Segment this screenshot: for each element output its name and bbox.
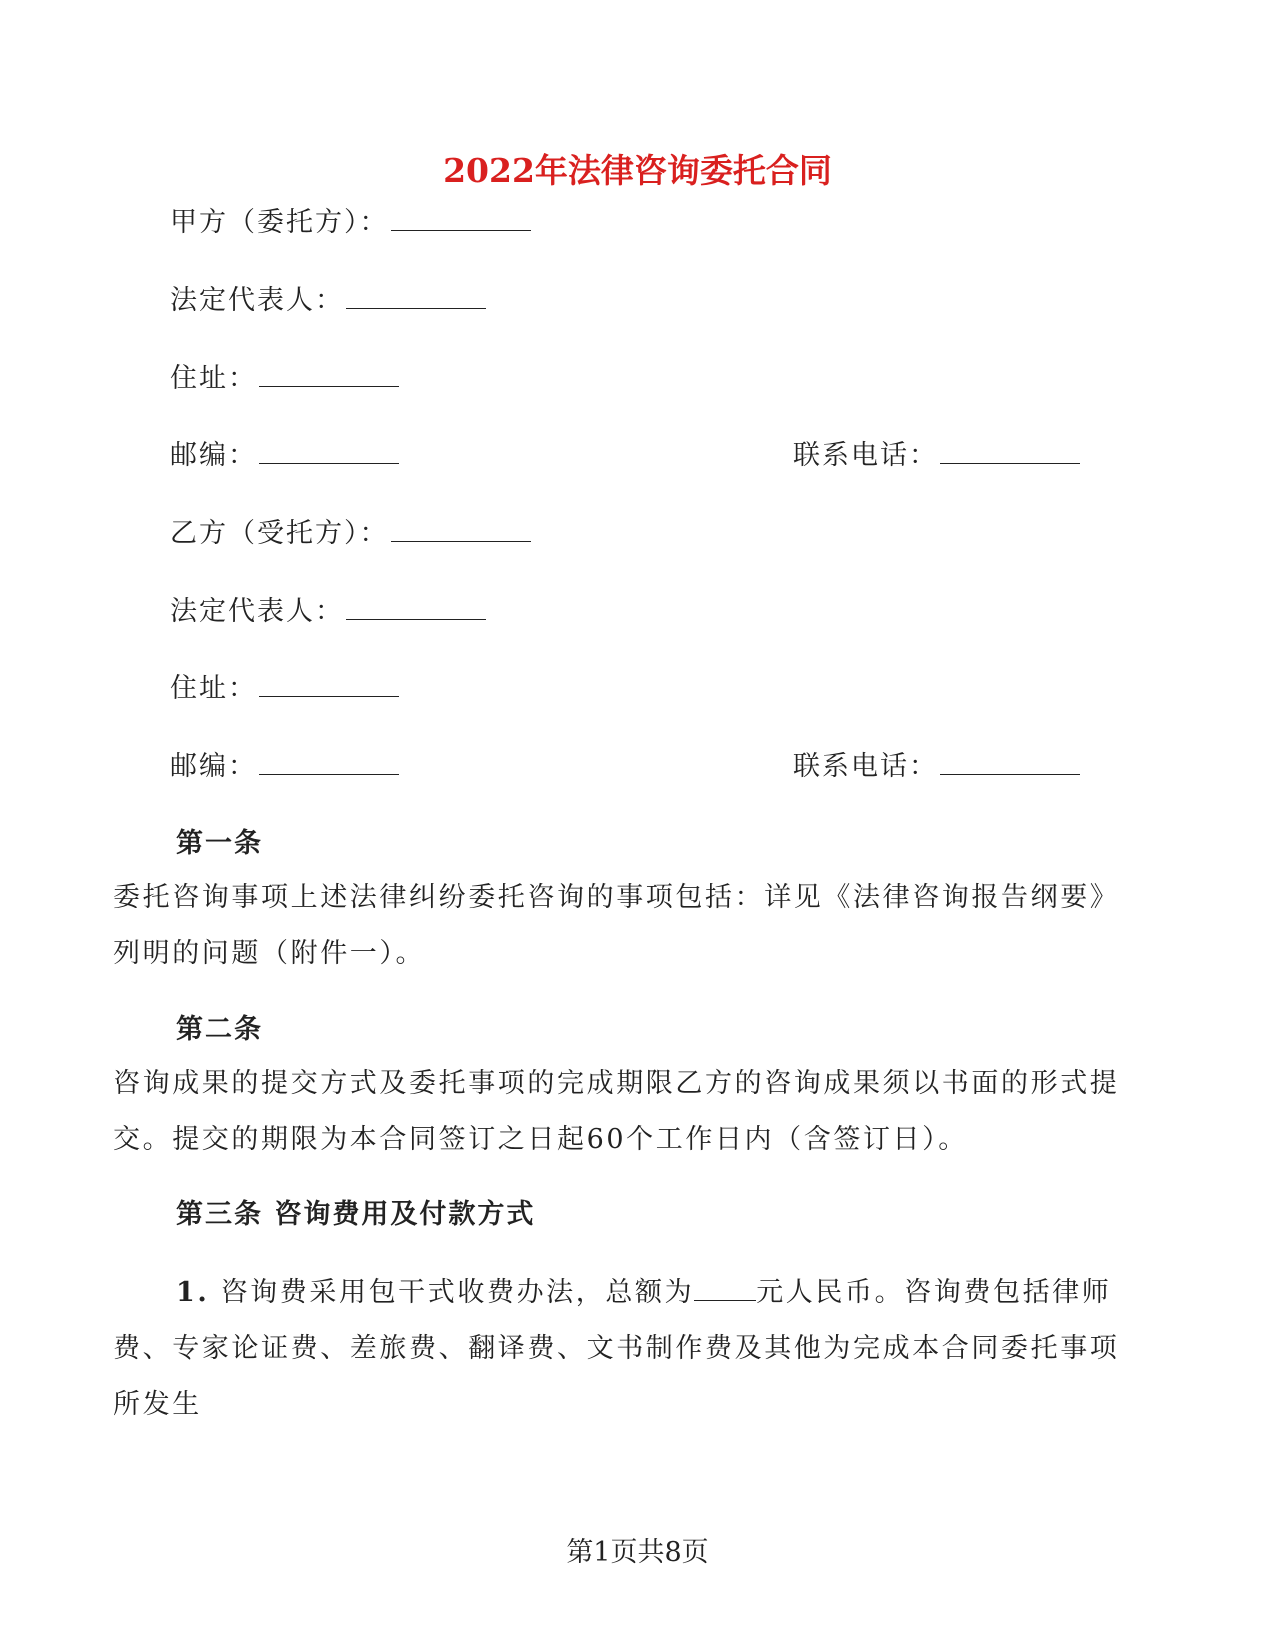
party-a-phone-label: 联系电话：	[793, 440, 938, 471]
party-b-address-label: 住址：	[170, 673, 257, 704]
party-a-address-label: 住址：	[170, 363, 257, 394]
party-b-rep-field	[170, 592, 486, 632]
party-b-label: 乙方（受托方）：	[170, 518, 389, 549]
party-a-phone-blank	[940, 437, 1080, 464]
party-b-phone-field	[793, 747, 1080, 787]
article-3-item-text-after: 元人民币。咨询费包括律师费、专家论证费、差旅费、翻译费、文书制作费及其他为完成本合同委托事项所发生	[113, 1277, 1120, 1420]
article-1-text: 委托咨询事项上述法律纠纷委托咨询的事项包括：详见《法律咨询报告纲要》列明的问题（附件一）。	[113, 882, 1120, 969]
party-a-label: 甲方（委托方）：	[170, 207, 389, 238]
party-b-postcode-blank	[259, 748, 399, 775]
party-a-phone-field	[793, 436, 1080, 476]
party-a-blank	[391, 204, 531, 231]
article-1-heading: 第一条	[176, 828, 263, 859]
party-a-postcode-blank	[259, 437, 399, 464]
party-b-blank	[391, 515, 531, 542]
party-b-address-field	[170, 669, 399, 709]
party-a-rep-label: 法定代表人：	[170, 285, 344, 316]
party-b-postcode-field	[170, 747, 399, 787]
party-b-rep-blank	[346, 593, 486, 620]
article-3-item-text-before: 咨询费采用包干式收费办法，总额为	[220, 1277, 695, 1308]
party-a-rep-blank	[346, 282, 486, 309]
article-3-heading: 第三条 咨询费用及付款方式	[176, 1199, 536, 1230]
party-a-postcode-label: 邮编：	[170, 440, 257, 471]
document-title: 2022年法律咨询委托合同	[443, 151, 832, 190]
party-a-rep-field	[170, 281, 486, 321]
party-b-postcode-label: 邮编：	[170, 751, 257, 782]
fee-amount-blank	[694, 1276, 756, 1301]
party-b-field	[170, 514, 531, 554]
article-2-heading: 第二条	[176, 1014, 263, 1045]
party-a-postcode-field	[170, 436, 399, 476]
party-b-phone-blank	[940, 748, 1080, 775]
party-b-phone-label: 联系电话：	[793, 751, 938, 782]
party-a-address-field	[170, 359, 399, 399]
page-number: 第1页共8页	[566, 1537, 709, 1568]
article-3-item-1	[113, 1265, 1143, 1433]
party-b-address-blank	[259, 670, 399, 697]
party-b-rep-label: 法定代表人：	[170, 596, 344, 627]
party-a-address-blank	[259, 360, 399, 387]
article-3-item-number: 1.	[176, 1277, 210, 1308]
party-a-field	[170, 203, 531, 243]
article-2-text: 咨询成果的提交方式及委托事项的完成期限乙方的咨询成果须以书面的形式提交。提交的期限为本合同签订之日起60个工作日内（含签订日）。	[113, 1068, 1120, 1155]
